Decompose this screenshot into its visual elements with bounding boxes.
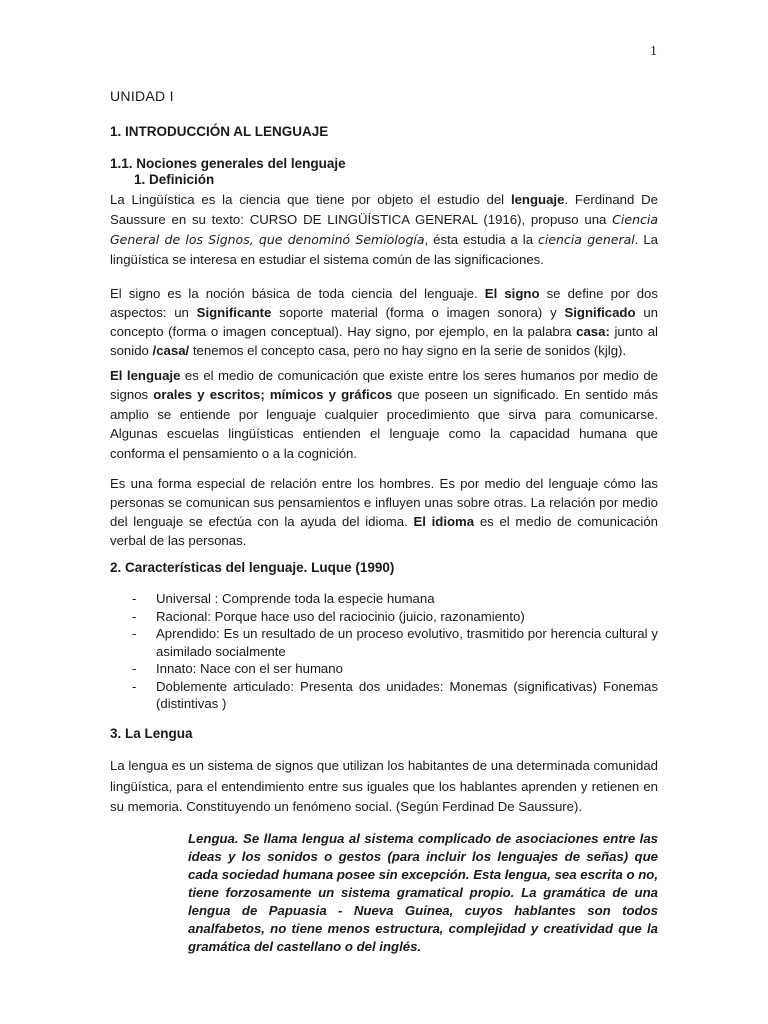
heading-definicion: 1. Definición [134, 172, 215, 187]
page-number: 1 [650, 44, 657, 59]
bold-term-casa-sound: /casa/ [152, 343, 190, 358]
list-item-text: Racional: Porque hace uso del raciocinio (juicio, razonamiento) [156, 608, 525, 624]
quote-lengua: Lengua. Se llama lengua al sistema complicado de asociaciones entre las ideas y los sonidos o gestos (para incluir los lenguajes de señas) que cada sociedad humana posee sin excepción. Esta lengua, sea escrita o no, tiene forzosamente un sistema gramatical propio. La gramática de una lengua de Papuasia - Nueva Guinea, cuyos hablantes son todos analfabetos, no tiene menos estructura, complejidad y creatividad que la gramática del castellano o del inglés. [188, 831, 658, 954]
list-dash: - [132, 608, 137, 624]
text-span: un concepto (forma o imagen conceptual). Hay signo, por ejemplo, en la palabra [110, 305, 658, 339]
text-span: junto al sonido [110, 324, 658, 358]
bold-term-significante: Significante [196, 305, 272, 320]
bold-term-lenguaje: lenguaje [510, 192, 565, 207]
paragraph-signo [110, 284, 658, 360]
text-span: , ésta estudia a la [424, 232, 538, 247]
text-span: es el medio de comunicación verbal de las personas. [110, 514, 659, 548]
list-item-text: Doblemente articulado: Presenta dos unidades: Monemas (significativas) Fonemas (distintivas ) [156, 678, 658, 711]
heading-introduccion: 1. INTRODUCCIÓN AL LENGUAJE [110, 124, 329, 139]
text-span: La Lingüística es la ciencia que tiene por objeto el estudio del [110, 192, 511, 207]
text-span: es el medio de comunicación que existe entre los seres humanos por medio de signos [110, 368, 659, 403]
bold-term-casa: casa: [576, 324, 610, 339]
characteristics-list [110, 590, 658, 713]
list-item [110, 678, 658, 713]
bold-term-el-idioma: El idioma [413, 514, 475, 529]
list-item [110, 660, 658, 678]
paragraph-linguistica [110, 190, 658, 270]
text-span: se define por dos aspectos: un [110, 286, 658, 320]
italic-term-ciencia-general: ciencia general [537, 232, 635, 247]
paragraph-lengua: La lengua es un sistema de signos que utilizan los habitantes de una determinada comunidad lingüística, para el entendimiento entre sus iguales que los hablantes aprenden y retienen en su memoria. Constituyendo un fenómeno social. (Según Ferdinad De Saussure). [110, 758, 658, 814]
bold-term-el-lenguaje: El lenguaje [110, 368, 181, 383]
heading-caracteristicas: 2. Características del lenguaje. Luque (1990) [110, 560, 395, 575]
text-span: que poseen un significado. En sentido más amplio se entiende por lenguaje cualquier procedimiento que sirva para comunicarse. Algunas escuelas lingüísticas entienden el lenguaje como la capacidad humana que conforma el pensamiento o a la cognición. [110, 387, 658, 461]
text-span: El signo es la noción básica de toda ciencia del lenguaje. [110, 286, 485, 301]
list-item [110, 625, 658, 660]
text-span: soporte material (forma o imagen sonora) y [271, 305, 565, 320]
list-item-text: Universal : Comprende toda la especie humana [156, 591, 435, 606]
list-item [110, 608, 658, 626]
paragraph-lenguaje [110, 366, 658, 463]
bold-term-orales-escritos: orales y escritos; mímicos y gráficos [153, 387, 393, 403]
text-span: tenemos el concepto casa, pero no hay signo en la serie de sonidos (kjlg). [189, 343, 627, 358]
heading-nociones: 1.1. Nociones generales del lenguaje [110, 156, 346, 171]
list-dash: - [132, 591, 137, 606]
text-span: . La lingüística se interesa en estudiar el sistema común de las significaciones. [110, 232, 658, 267]
unit-title: UNIDAD I [110, 88, 174, 104]
text-span: . Ferdinand De Saussure en su texto: CURSO DE LINGÜÍSTICA GENERAL (1916), propuso una [110, 192, 659, 227]
paragraph-relacion [110, 474, 658, 550]
list-dash: - [132, 626, 137, 641]
bold-term-significado: Significado [564, 305, 636, 320]
text-span: Es una forma especial de relación entre los hombres. Es por medio del lenguaje cómo las personas se comunican sus pensamientos e influyen unas sobre otras. La relación por medio del lenguaje se efectúa con la ayuda del idioma. [110, 476, 658, 529]
list-item-text: Aprendido: Es un resultado de un proceso evolutivo, trasmitido por herencia cultural y asimilado socialmente [156, 626, 658, 659]
heading-la-lengua: 3. La Lengua [110, 726, 193, 741]
list-dash: - [132, 678, 137, 694]
list-item-text: Innato: Nace con el ser humano [156, 661, 343, 676]
list-dash: - [132, 661, 137, 676]
italic-term-semiologia: Ciencia General de los Signos, que denominó Semiología [110, 212, 658, 247]
bold-term-el-signo: El signo [484, 286, 540, 301]
list-item [110, 590, 658, 608]
